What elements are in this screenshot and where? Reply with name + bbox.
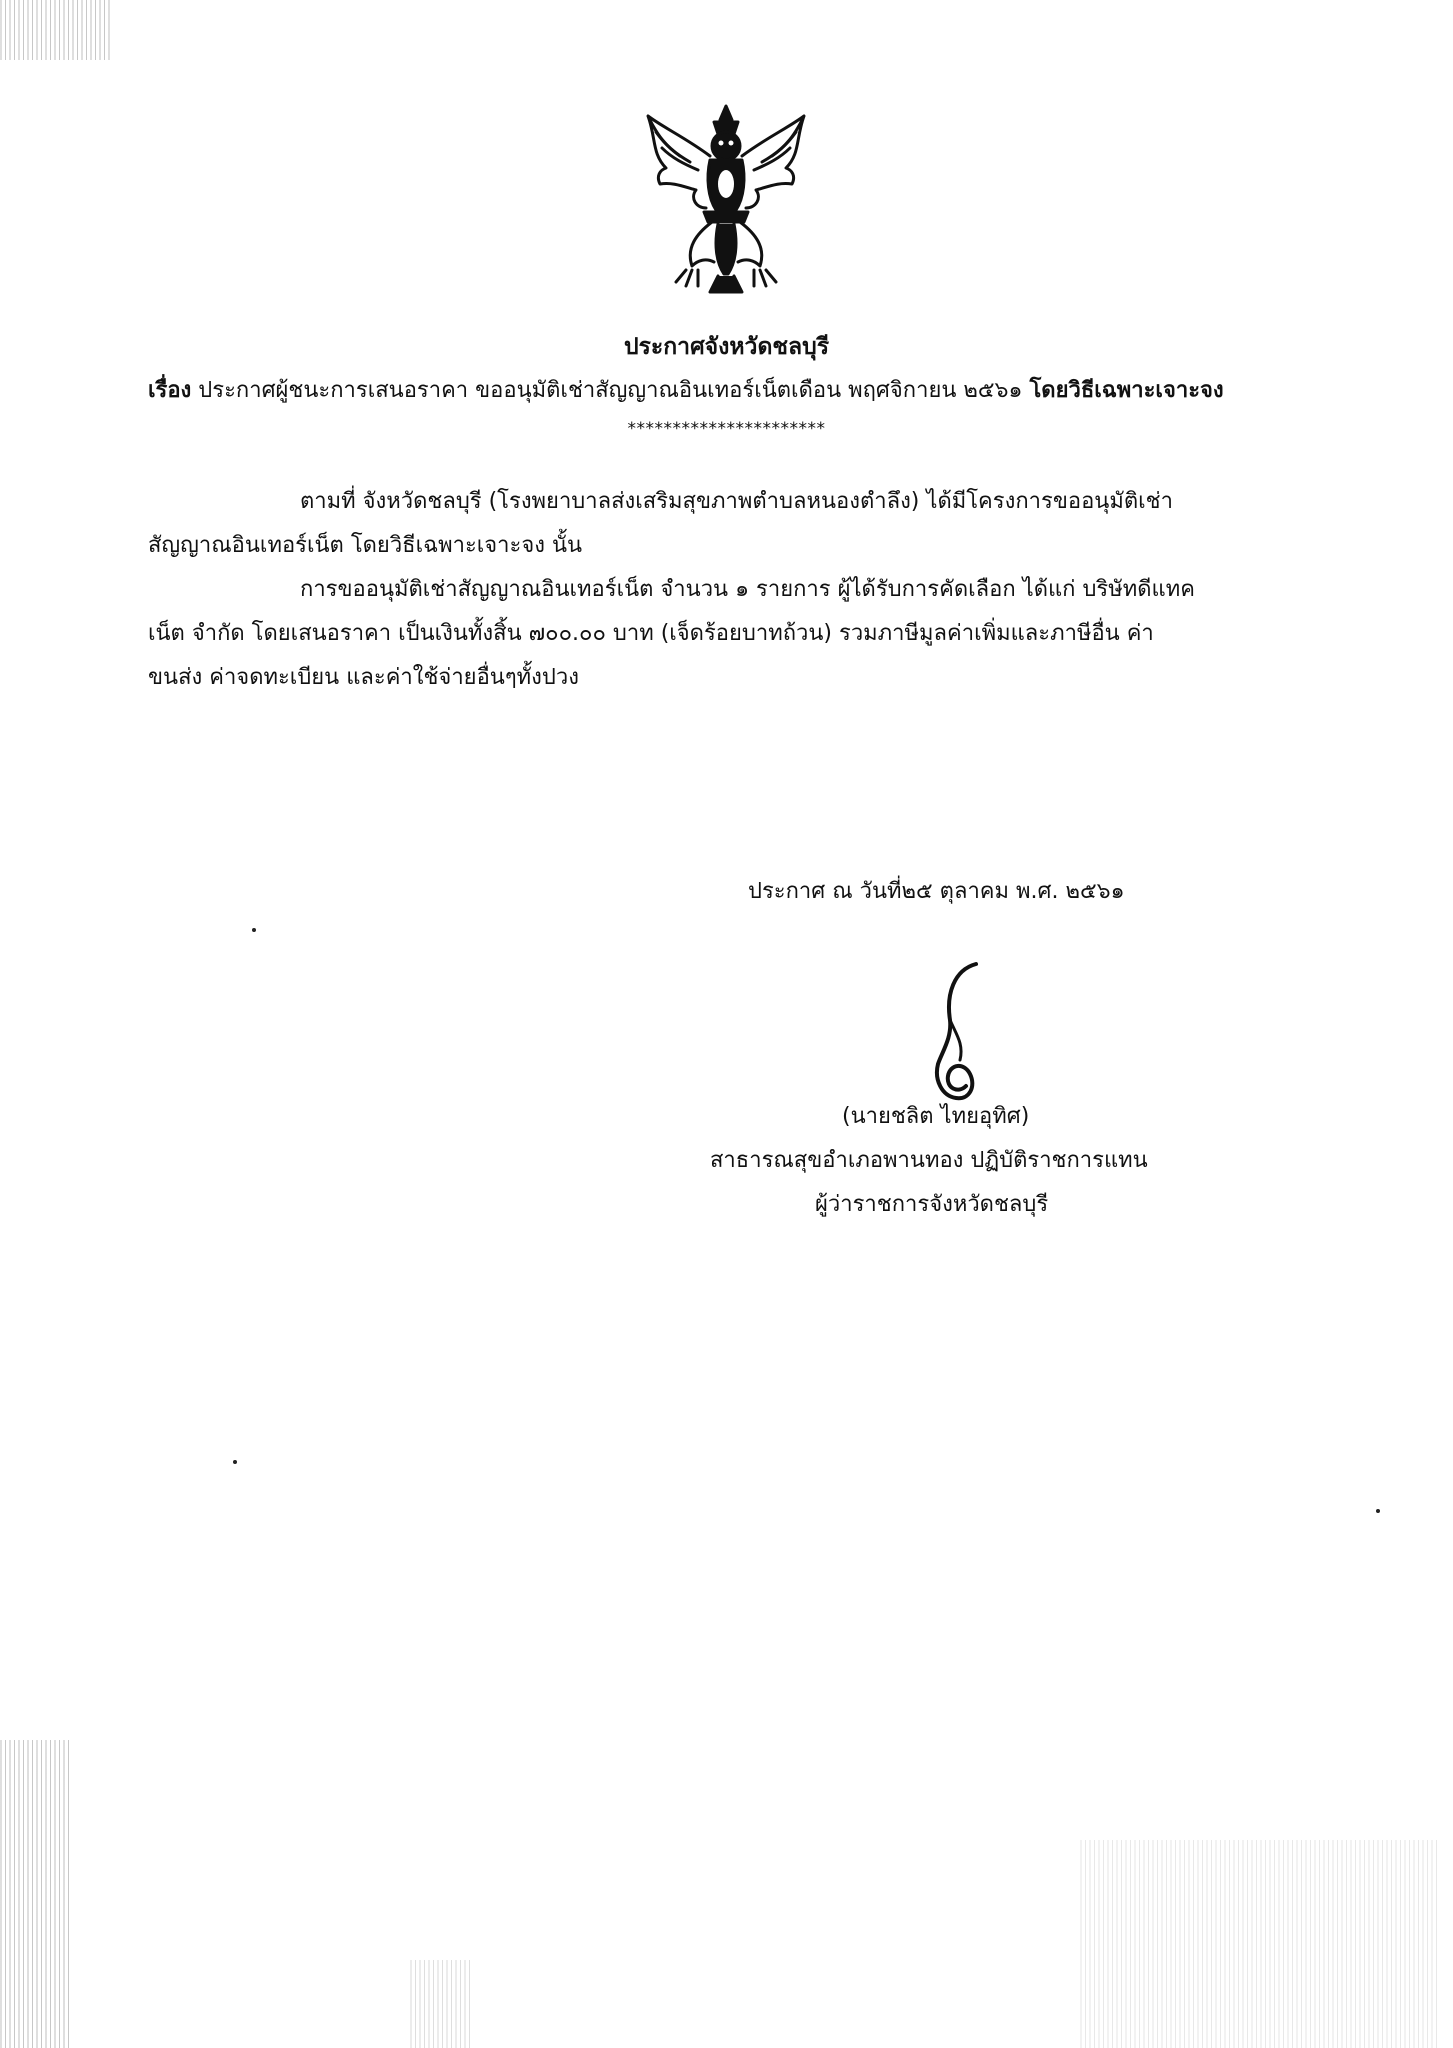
body-paragraph-2-line-2: เน็ต จำกัด โดยเสนอราคา เป็นเงินทั้งสิ้น ๗๐๐.๐๐ บาท (เจ็ดร้อยบาทถ้วน) รวมภาษีมูลค่าเพิ่มและภาษีอื่น ค่า [148,621,1154,646]
scan-speck [1376,1509,1380,1513]
scan-artifact-bottom-right [1080,1840,1440,2048]
garuda-emblem-icon [626,98,826,298]
scan-artifact-top-left [0,0,110,60]
scan-artifact-bottom-left [0,1740,70,2048]
handwritten-signature [920,960,990,1110]
announcement-subject [148,376,1224,406]
scan-speck [233,1460,237,1464]
signatory-name: (นายชลิต ไทยอุทิศ) [842,1104,1030,1129]
separator-line: ********************** [627,419,826,439]
body-paragraph-1-line-2: สัญญาณอินเทอร์เน็ต โดยวิธีเฉพาะเจาะจง นั้น [148,533,583,558]
signatory-position-line-1: สาธารณสุขอำเภอพานทอง ปฏิบัติราชการแทน [710,1148,1148,1173]
body-paragraph-2-line-3: ขนส่ง ค่าจดทะเบียน และค่าใช้จ่ายอื่นๆทั้งปวง [148,665,579,690]
body-paragraph-1-line-1: ตามที่ จังหวัดชลบุรี (โรงพยาบาลส่งเสริมสุขภาพตำบลหนองตำลึง) ได้มีโครงการขออนุมัติเช่า [300,489,1173,514]
scan-speck [252,928,256,932]
scan-artifact-bottom-mid [410,1960,470,2048]
signatory-position-line-2: ผู้ว่าราชการจังหวัดชลบุรี [815,1192,1049,1217]
announcement-title: ประกาศจังหวัดชลบุรี [623,334,830,360]
announcement-date: ประกาศ ณ วันที่๒๕ ตุลาคม พ.ศ. ๒๕๖๑ [748,879,1125,904]
body-paragraph-2-line-1: การขออนุมัติเช่าสัญญาณอินเทอร์เน็ต จำนวน ๑ รายการ ผู้ได้รับการคัดเลือก ได้แก่ บริษัทดีแทค [300,577,1195,602]
subject-label: เรื่อง [148,378,192,403]
subject-text: ประกาศผู้ชนะการเสนอราคา ขออนุมัติเช่าสัญญาณอินเทอร์เน็ตเดือน พฤศจิกายน ๒๕๖๑ [198,378,1023,403]
subject-method: โดยวิธีเฉพาะเจาะจง [1029,378,1224,403]
